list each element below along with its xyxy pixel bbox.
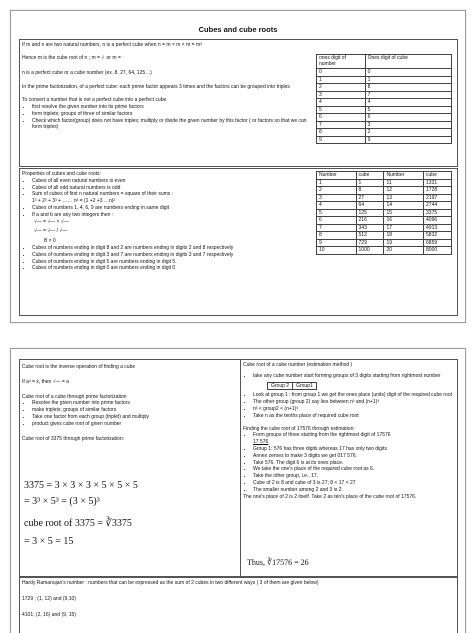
table-cell: 2	[365, 129, 451, 137]
list-item: • n³ < group2 < (n+1)³	[253, 406, 454, 413]
list-item: • Cubes of all even natural numbers is even	[32, 178, 314, 185]
list-item: • Take the other group, i.e., 17.	[253, 473, 454, 480]
table-cell: 14	[384, 202, 424, 210]
intro-box	[19, 39, 458, 167]
list-item: • Cubes of all odd natural numbers is odd	[32, 185, 314, 192]
root-formula-quotient: √— = √— / √—	[34, 228, 68, 235]
table-row	[317, 69, 452, 77]
table-cell: 7	[365, 91, 451, 99]
table-header: ones digit of number	[317, 55, 366, 69]
inverse-operation-line: Cube root is the inverse operation of finding a cube	[22, 364, 136, 370]
table-cell: 1728	[424, 187, 452, 195]
prime-factorization-steps	[22, 400, 237, 427]
table-row	[317, 84, 452, 92]
table-cell: 2744	[424, 202, 452, 210]
table-cell: 8000	[424, 247, 452, 255]
table-row	[317, 247, 452, 255]
list-item: • The other group (group 2) say lies between n³ and (n+1)³	[253, 399, 454, 406]
table-header: cube	[356, 172, 384, 180]
table-cell: 10	[317, 247, 357, 255]
list-item: • form triplets; groups of three of similar factors	[32, 111, 312, 118]
table-cell: 8	[317, 129, 366, 137]
table-row	[317, 179, 452, 187]
prime-factorization-heading: Cube root of a cube through prime factorization	[22, 393, 127, 400]
list-item: • Group 1: 576 has three digits whereas 17 has only two digits	[253, 446, 454, 453]
page-two	[10, 348, 466, 633]
table-cell: 9	[365, 136, 451, 144]
list-item: • Look at group 1 : from group 1 we get the ones place (units) digit of the required cube root	[253, 392, 454, 399]
equation-factorization: 3375 = 3 × 3 × 3 × 5 × 5 × 5	[24, 480, 138, 491]
table-header: Number	[384, 172, 424, 180]
table-row	[317, 136, 452, 144]
group1-label: Group1	[292, 382, 317, 391]
convert-line: To convert a number that is not a perfect cube into a perfect cube	[22, 97, 167, 104]
table-cell: 9	[317, 136, 366, 144]
table-cell: 17	[384, 224, 424, 232]
hardy-ramanujan-text	[22, 580, 452, 618]
table-row	[317, 224, 452, 232]
table-row	[317, 232, 452, 240]
intro-text	[22, 42, 312, 131]
table-cell: 125	[356, 209, 384, 217]
estimation-steps-2	[243, 392, 454, 419]
hardy-example-1729: 1729 ; (1, 12) and (9,10)	[22, 595, 76, 602]
table-cell: 18	[384, 232, 424, 240]
example-heading: Cube root of 3375 through prime factorization:	[22, 435, 125, 442]
properties-list-3	[22, 245, 314, 272]
group2-label: Group 2	[267, 382, 293, 391]
table-cell: 12	[384, 187, 424, 195]
root-formula-product: √— = √— × √—	[34, 218, 69, 225]
table-cell: 343	[356, 224, 384, 232]
table-cell: 4913	[424, 224, 452, 232]
list-item: • Sum of cubes of first n natural numbers = square of their sums :	[32, 191, 314, 198]
b-nonzero-note: B ≠ 0	[44, 238, 56, 245]
table-cell: 8	[365, 84, 451, 92]
equation-result: = 3 × 5 = 15	[24, 536, 74, 547]
table-cell: 6859	[424, 239, 452, 247]
definition-line: If m and n are two natural numbers, n is a perfect cube when n = m × m × m = m³	[22, 42, 202, 48]
list-item: • first resolve the given number into its prime factors	[32, 104, 312, 111]
table-row	[317, 187, 452, 195]
table-cell: 2197	[424, 194, 452, 202]
prime-factorization-line: In the prime factorization, of a perfect cube: each prime factor appears 3 times and the factors can be grouped into triples	[22, 84, 290, 91]
estimation-text	[243, 362, 454, 500]
cube-root-line: Hence m is the cube root of n ; m = √ or m = ·	[22, 54, 124, 61]
table-cell: 1	[356, 179, 384, 187]
estimation-box	[240, 359, 458, 577]
hardy-ramanujan-box	[19, 577, 458, 633]
table-cell: 512	[356, 232, 384, 240]
ones-digit-table	[316, 54, 452, 144]
table-cell: 216	[356, 217, 384, 225]
table-row	[317, 194, 452, 202]
table-cell: 13	[384, 194, 424, 202]
table-cell: 0	[365, 69, 451, 77]
table-cell: 1	[317, 76, 366, 84]
table-row	[317, 202, 452, 210]
table-cell: 5832	[424, 232, 452, 240]
properties-box	[19, 168, 458, 316]
table-cell: 6	[365, 114, 451, 122]
table-cell: 8	[317, 232, 357, 240]
table-cell: 20	[384, 247, 424, 255]
table-header: Number	[317, 172, 357, 180]
list-item: • make triplets; groups of similar factors	[32, 407, 237, 414]
table-cell: 3	[365, 121, 451, 129]
list-item: • Cubes of numbers 1, 4, 6, 9 are numbers ending in same digit	[32, 205, 314, 212]
table-cell: 9	[317, 239, 357, 247]
convert-steps	[22, 104, 312, 131]
table-cell: 2	[317, 187, 357, 195]
table-row	[317, 239, 452, 247]
table-cell: 6	[317, 114, 366, 122]
list-item: • product gives cube root of given number	[32, 421, 237, 428]
table-cell: 1	[317, 179, 357, 187]
table-row	[317, 209, 452, 217]
table-cell: 5	[317, 106, 366, 114]
table-cell: 6	[317, 217, 357, 225]
table-row	[317, 129, 452, 137]
list-item: • Cube of 2 is 8 and cube of 3 is 27; 8 < 17 < 27	[253, 480, 454, 487]
table-header: cube	[424, 172, 452, 180]
properties-heading: Properties of cubes and cube roots:	[22, 171, 101, 177]
list-item: • Check which factor(group) does not have triples; multiply or divide the given number by this factor ( or factors so that we can form triples)	[32, 118, 312, 132]
table-row	[317, 217, 452, 225]
table-cell: 3	[317, 91, 366, 99]
list-item: • Form groups of three starting from the rightmost digit of 17576	[253, 432, 454, 439]
equation-cube-root: cube root of 3375 = ∛3375	[24, 518, 132, 529]
list-item: • Cubes of numbers ending in digit 3 and 7 are numbers ending in digits 3 and 7 respectively	[32, 252, 314, 259]
table-cell: 729	[356, 239, 384, 247]
table-cell: 64	[356, 202, 384, 210]
example-17576-heading: Finding the cube root of 17576 through estimation:	[243, 425, 355, 432]
table-cell: 4	[317, 202, 357, 210]
list-item: • Resolve the given number into prime factors	[32, 400, 237, 407]
estimation-heading: Cube root of a cube number (estimation method )	[243, 362, 353, 368]
table-cell: 4096	[424, 217, 452, 225]
table-row	[317, 99, 452, 107]
list-item: • Annex zeroes to make 3 digits we get 017 576.	[253, 453, 454, 460]
closing-line: The one's place of 2 is 2 itself. Take 2 as ten's place of the cube root of 17576.	[243, 493, 417, 500]
table-cell: 1331	[424, 179, 452, 187]
table-cell: 27	[356, 194, 384, 202]
list-item: • We take the one's place of the required cube root as 6.	[253, 466, 454, 473]
hardy-example-4101: 4101; (2, 16) and (9, 15)	[22, 611, 76, 618]
perfect-cube-line: n is a perfect cube or a cube number (ex. 8, 27, 64, 125…)	[22, 69, 152, 76]
table-cell: 16	[384, 217, 424, 225]
result-equation: Thus, ∛17576 = 26	[247, 558, 309, 567]
list-item: • Take n as the tenths place of required cube root	[253, 413, 454, 420]
cube-root-box	[19, 359, 241, 577]
table-row	[317, 106, 452, 114]
table-row	[317, 91, 452, 99]
table-cell: 4	[365, 99, 451, 107]
cube-table	[316, 171, 452, 255]
cube-root-text	[22, 364, 237, 442]
table-cell: 0	[317, 69, 366, 77]
list-item: • Cubes of numbers ending in digit 0 are numbers ending in digit 0	[32, 265, 314, 272]
table-cell: 7	[317, 224, 357, 232]
table-cell: 3	[317, 194, 357, 202]
table-cell: 4	[317, 99, 366, 107]
hardy-ramanujan-heading: Hardy Ramanujan's number : numbers that can be expressed as the sum of 2 cubes in two different ways ( 3 of them are given below)	[22, 580, 319, 586]
list-item: • If a and b are any two integers then :	[32, 212, 314, 219]
table-cell: 5	[365, 106, 451, 114]
estimation-steps	[243, 373, 454, 380]
cube-root-definition: If a³ = x, then √— = a	[22, 378, 69, 385]
table-cell: 3375	[424, 209, 452, 217]
table-cell: 15	[384, 209, 424, 217]
table-header: Ones digit of cube	[365, 55, 451, 69]
table-cell: 7	[317, 121, 366, 129]
list-item: • Cubes of numbers ending in digit 8 and 2 are numbers ending in digits 2 and 8 respectively	[32, 245, 314, 252]
sum-formula: 1³ + 2³ + 3³ + …… n³ = (1 +2 +3 …n)²	[32, 198, 116, 205]
table-cell: 1000	[356, 247, 384, 255]
table-row	[317, 114, 452, 122]
properties-list-2	[22, 205, 314, 219]
group-labels	[243, 382, 454, 391]
table-row	[317, 76, 452, 84]
page-title: Cubes and cube roots	[198, 25, 278, 34]
example-17576-steps-2	[243, 446, 454, 494]
list-item: • Take 576. The digit 6 is at its ones place.	[253, 460, 454, 467]
table-cell: 5	[317, 209, 357, 217]
properties-list	[22, 178, 314, 198]
table-cell: 1	[365, 76, 451, 84]
list-item: • Take one factor from each group (triplet) and multiply	[32, 414, 237, 421]
equation-grouped: = 3³ × 5³ = (3 × 5)³	[24, 496, 100, 507]
list-item: • Cubes of numbers ending in digit 5 are numbers ending in digit 5	[32, 259, 314, 266]
table-cell: 2	[317, 84, 366, 92]
grouped-number: 17 576	[253, 439, 269, 446]
page-one	[10, 10, 466, 323]
list-item: • take any cube number start forming groups of 3 digits starting from rightmost number	[253, 373, 454, 380]
example-17576-steps	[243, 432, 454, 439]
table-cell: 8	[356, 187, 384, 195]
list-item: • The smaller number among 2 and 3 is 2.	[253, 487, 454, 494]
table-cell: 19	[384, 239, 424, 247]
table-row	[317, 121, 452, 129]
properties-text	[22, 171, 314, 272]
table-cell: 11	[384, 179, 424, 187]
